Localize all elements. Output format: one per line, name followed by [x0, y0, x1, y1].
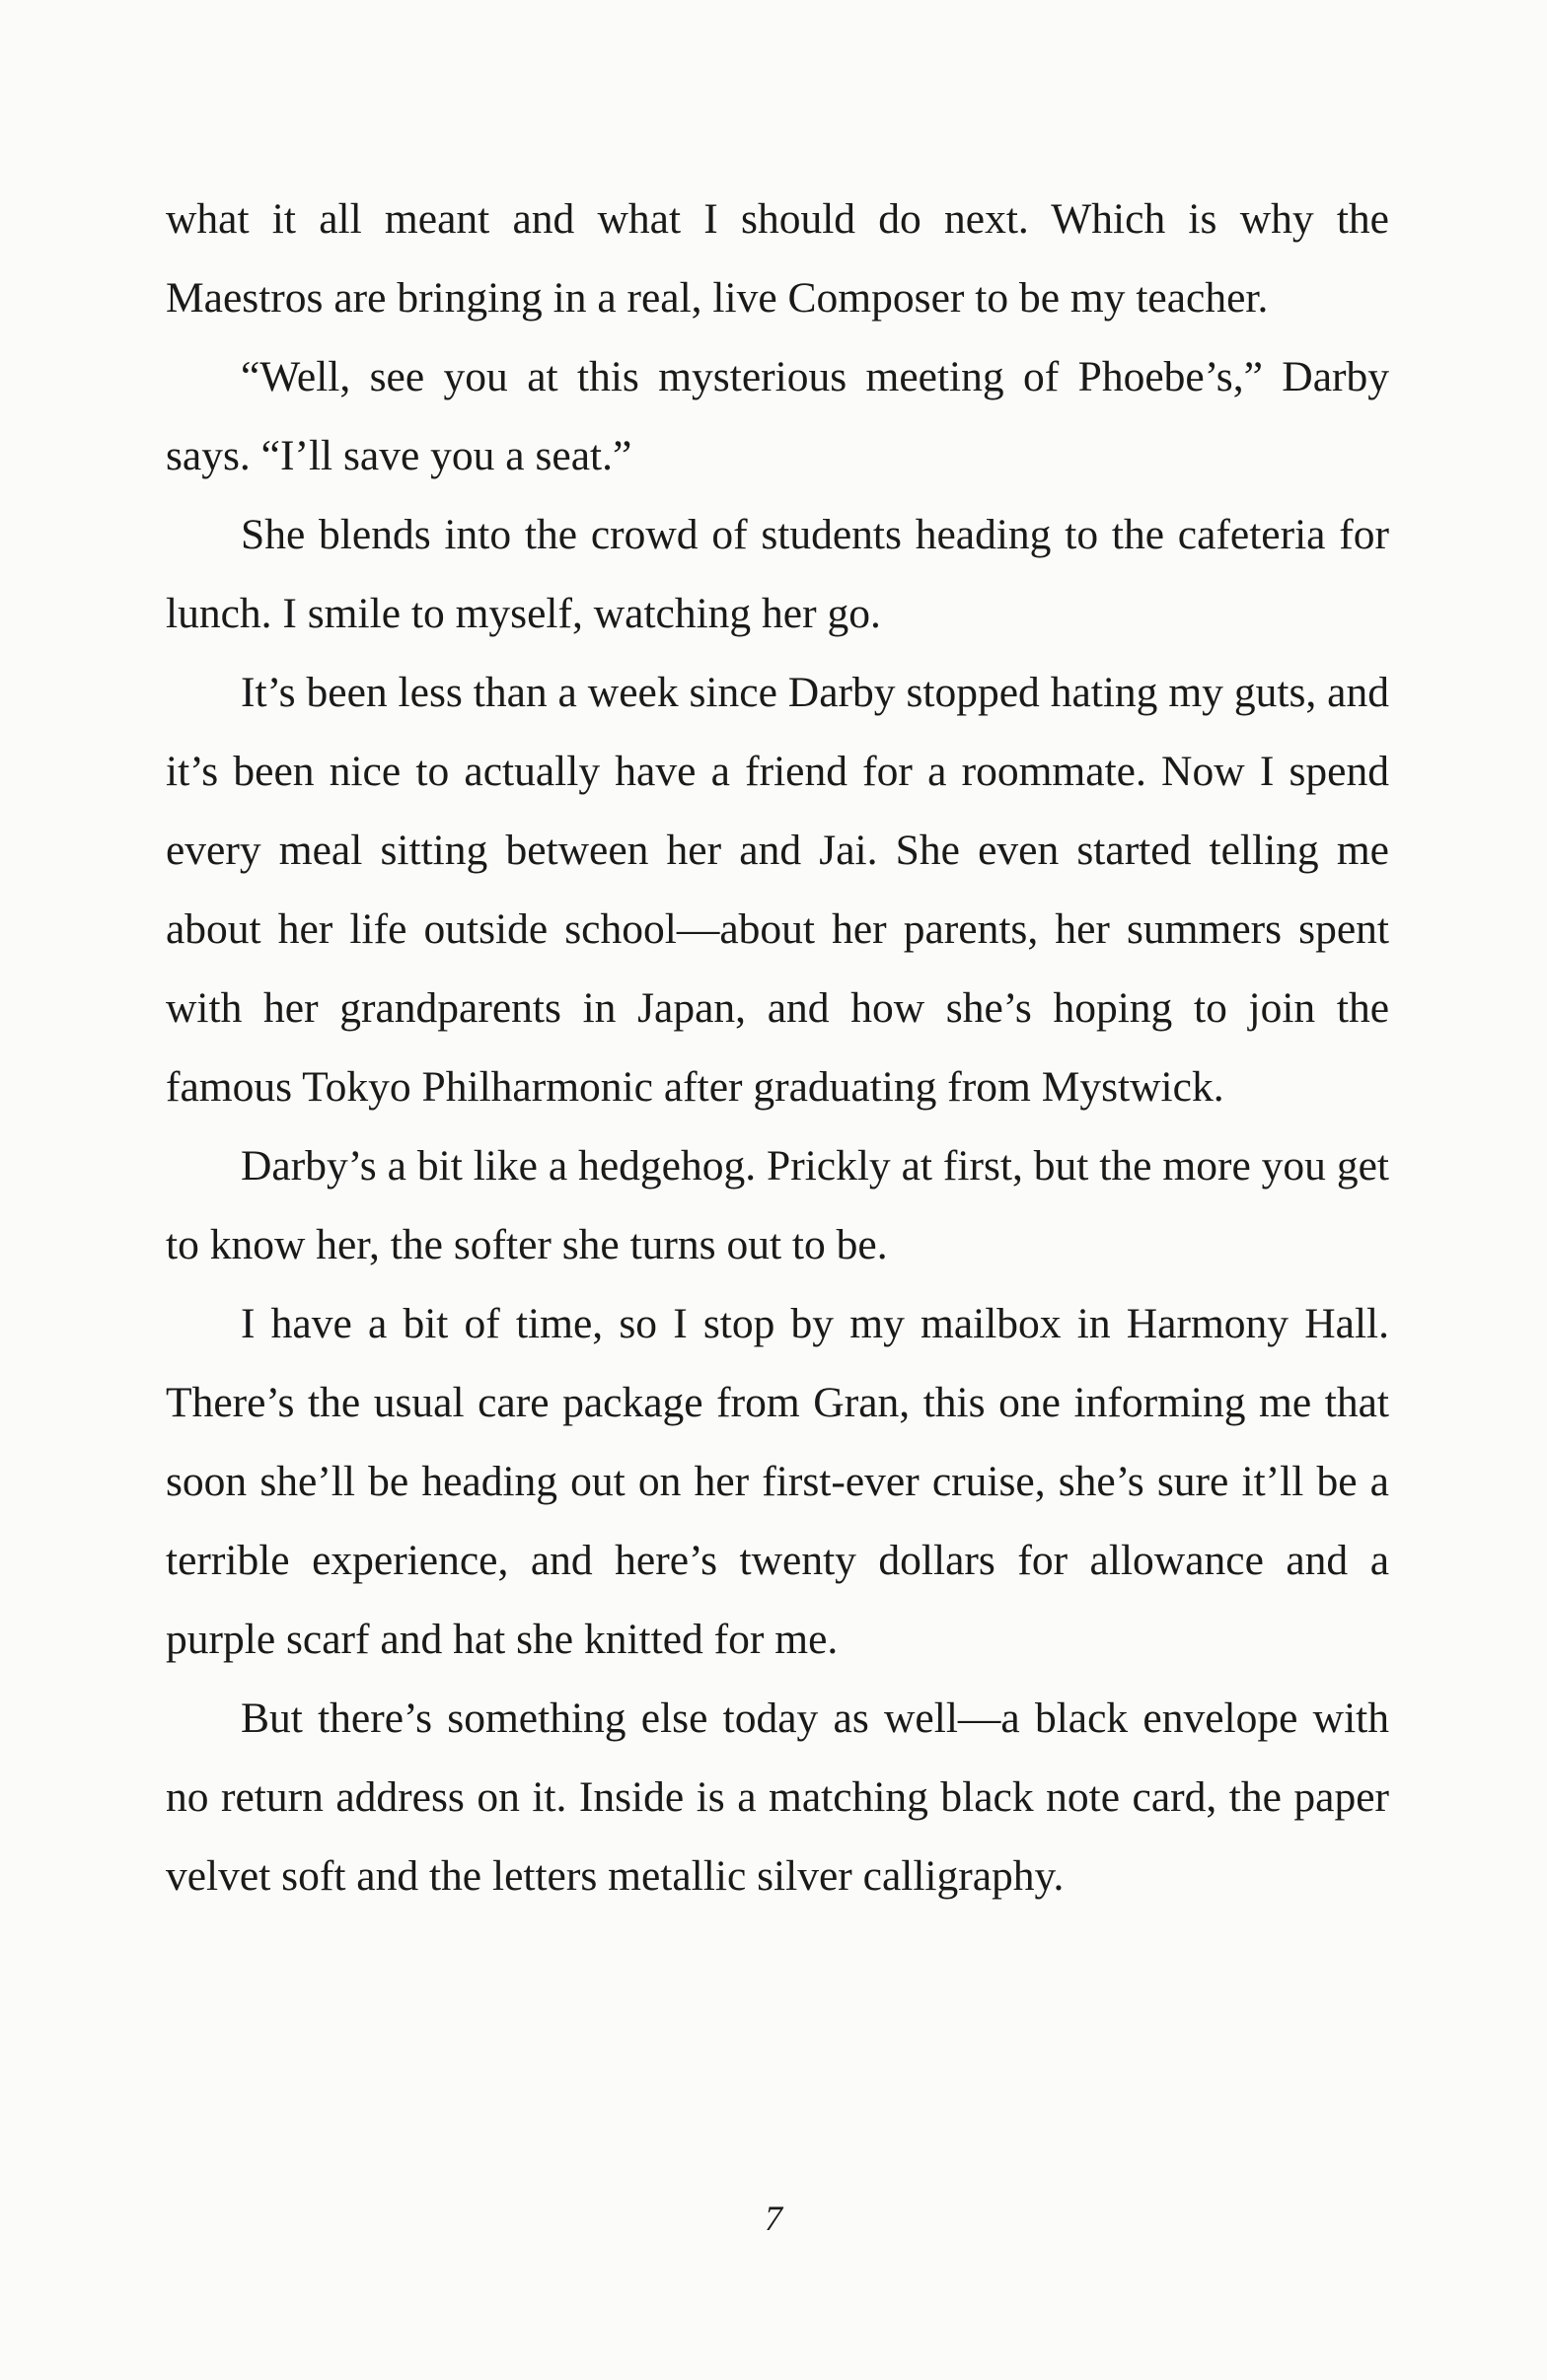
- paragraph-continued: what it all meant and what I should do next. Which is why the Maestros are bringing in a real, live Composer to be my teacher.: [166, 195, 1389, 322]
- paragraph: She blends into the crowd of students heading to the cafeteria for lunch. I smile to myself, watching her go.: [166, 511, 1389, 637]
- paragraph: But there’s something else today as well—a black envelope with no return address on it. Inside is a matching black note card, the paper velvet soft and the letters metallic silver calligraphy.: [166, 1695, 1389, 1900]
- page-number: 7: [765, 2199, 782, 2238]
- body-text: [166, 180, 1389, 1915]
- paragraph: It’s been less than a week since Darby stopped hating my guts, and it’s been nice to actually have a friend for a roommate. Now I spend every meal sitting between her and Jai. She even started telling me about her life outside school—about her parents, her summers spent with her grandparents in Japan, and how she’s hoping to join the famous Tokyo Philharmonic after graduating from Mystwick.: [166, 669, 1389, 1111]
- paragraph: I have a bit of time, so I stop by my mailbox in Harmony Hall. There’s the usual care package from Gran, this one informing me that soon she’ll be heading out on her first-ever cruise, she’s sure it’ll be a terrible experience, and here’s twenty dollars for allowance and a purple scarf and hat she knitted for me.: [166, 1300, 1389, 1663]
- paragraph-dialogue: “Well, see you at this mysterious meeting of Phoebe’s,” Darby says. “I’ll save you a seat.”: [166, 353, 1389, 479]
- paragraph: Darby’s a bit like a hedgehog. Prickly at first, but the more you get to know her, the softer she turns out to be.: [166, 1142, 1389, 1268]
